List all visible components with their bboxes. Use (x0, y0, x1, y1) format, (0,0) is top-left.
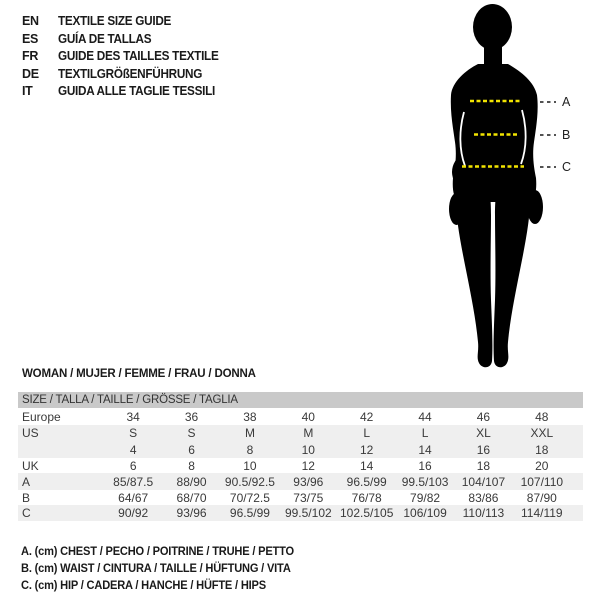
guide-title-fr: GUIDE DES TAILLES TEXTILE (58, 49, 219, 63)
guide-title-en: TEXTILE SIZE GUIDE (58, 14, 172, 28)
hip-label: C (562, 160, 572, 174)
legend-hip: C. (cm) HIP / CADERA / HANCHE / HÜFTE / HIPS (21, 578, 266, 593)
row-values (104, 410, 583, 424)
size-cell: 6 (129, 458, 137, 473)
chest-label: A (562, 95, 571, 109)
row-values (104, 475, 583, 489)
guide-title-it: GUIDA ALLE TAGLIE TESSILI (58, 84, 216, 98)
language-row-fr (22, 48, 229, 66)
guide-title-de: TEXTILGRÖßENFÜHRUNG (58, 66, 203, 81)
size-cell: 64/67 (118, 490, 149, 505)
size-cell: 46 (476, 409, 491, 424)
size-cell: 88/90 (176, 474, 207, 489)
size-cell: 42 (360, 409, 374, 424)
language-row-en (22, 13, 229, 31)
row-label: C (22, 506, 31, 520)
guide-title-es: GUÍA DE TALLAS (58, 31, 152, 46)
size-cell: 104/107 (461, 474, 506, 489)
table-row-hip (18, 505, 583, 521)
language-code: DE (22, 66, 39, 81)
size-cell: 8 (188, 458, 195, 473)
size-cell: 93/96 (176, 506, 207, 520)
woman-silhouette (449, 4, 543, 367)
size-cell: 16 (418, 458, 432, 473)
size-cell: 87/90 (526, 490, 557, 505)
size-cell: 4 (129, 442, 137, 457)
size-cell: 18 (476, 458, 491, 473)
size-cell: 14 (360, 458, 374, 473)
size-cell: 18 (535, 442, 549, 457)
size-cell: 34 (126, 409, 140, 424)
row-label: B (22, 490, 31, 505)
language-code: FR (22, 49, 39, 63)
woman-silhouette-diagram (438, 0, 600, 375)
language-code: IT (22, 84, 33, 98)
size-cell: 90/92 (118, 506, 149, 520)
size-cell: 96.5/99 (346, 474, 387, 489)
size-cell: 12 (360, 442, 374, 457)
language-title-list (22, 13, 229, 101)
language-row-es (22, 31, 229, 49)
language-row-it (22, 83, 229, 101)
size-cell: 38 (243, 409, 257, 424)
size-cell: 102.5/105 (339, 506, 394, 520)
size-cell: 79/82 (410, 490, 441, 505)
size-cell: 114/119 (521, 506, 563, 520)
size-cell: 48 (535, 409, 549, 424)
size-cell: L (363, 426, 371, 440)
size-cell: 85/87.5 (113, 474, 154, 489)
row-label: Europe (22, 409, 61, 424)
size-cell: 83/86 (468, 490, 499, 505)
size-cell: 99.5/102 (284, 506, 332, 520)
language-code: EN (22, 14, 39, 28)
measure-legend (21, 543, 311, 595)
waist-label: B (562, 128, 571, 142)
row-label: A (22, 474, 31, 489)
row-values (104, 426, 583, 440)
row-values (104, 459, 583, 473)
size-table-header: SIZE / TALLA / TAILLE / GRÖSSE / TAGLIA (18, 392, 583, 408)
size-cell: S (129, 426, 138, 440)
size-cell: 110/113 (462, 506, 505, 520)
table-row-europe (18, 408, 583, 425)
gender-heading: WOMAN / MUJER / FEMME / FRAU / DONNA (22, 366, 256, 380)
table-row-us-letters (18, 425, 583, 441)
table-row-uk (18, 458, 583, 473)
size-cell: 76/78 (351, 490, 382, 505)
row-values (104, 506, 583, 520)
size-cell: L (421, 426, 429, 440)
size-cell: M (303, 426, 314, 440)
size-cell: 8 (246, 442, 254, 457)
size-cell: 90.5/92.5 (224, 474, 275, 489)
size-cell: 14 (418, 442, 432, 457)
language-row-de (22, 66, 229, 84)
size-cell: 10 (301, 442, 315, 457)
table-row-us-numbers (18, 441, 583, 458)
table-row-waist (18, 490, 583, 505)
size-cell: 107/110 (520, 474, 564, 489)
row-values (104, 443, 583, 457)
size-cell: 40 (301, 409, 315, 424)
row-label: US (22, 426, 39, 440)
legend-chest: A. (cm) CHEST / PECHO / POITRINE / TRUHE / PETTO (21, 544, 294, 558)
size-table (18, 392, 583, 521)
legend-waist: B. (cm) WAIST / CINTURA / TAILLE / HÜFTUNG / VITA (21, 561, 291, 576)
size-cell: XL (476, 426, 491, 440)
size-cell: XXL (530, 426, 554, 440)
table-row-chest (18, 473, 583, 490)
size-cell: 44 (418, 409, 432, 424)
size-cell: 12 (301, 458, 315, 473)
size-cell: 16 (476, 442, 491, 457)
size-cell: 96.5/99 (229, 506, 270, 520)
language-code: ES (22, 31, 39, 46)
size-cell: M (244, 426, 255, 440)
size-cell: 70/72.5 (229, 490, 270, 505)
size-cell: 10 (243, 458, 257, 473)
size-cell: 106/109 (403, 506, 447, 520)
size-cell: 36 (184, 409, 199, 424)
size-cell: 6 (188, 442, 195, 457)
size-cell: S (187, 426, 196, 440)
size-cell: 93/96 (293, 474, 324, 489)
size-cell: 73/75 (293, 490, 324, 505)
size-cell: 99.5/103 (401, 474, 449, 489)
size-cell: 68/70 (176, 490, 207, 505)
row-label: UK (22, 458, 39, 473)
size-cell: 20 (535, 458, 549, 473)
row-values (104, 491, 583, 505)
